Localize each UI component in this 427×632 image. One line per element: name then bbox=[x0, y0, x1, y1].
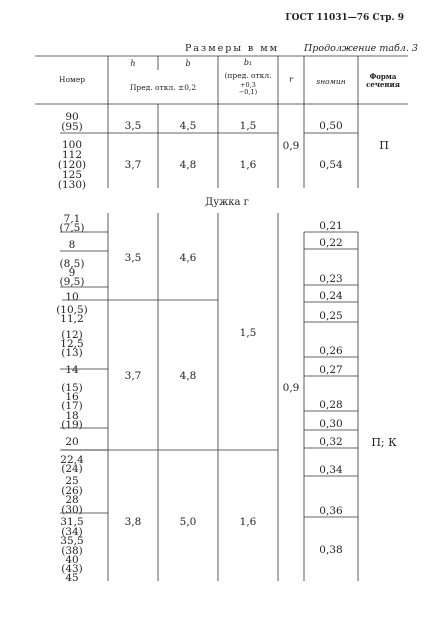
number-cell: (95) bbox=[61, 121, 83, 133]
number-cell: (7,5) bbox=[59, 222, 85, 234]
number-cell: 20 bbox=[65, 436, 79, 448]
s-value-cell: 0,38 bbox=[319, 544, 343, 556]
number-cell: (10,5) bbox=[56, 304, 88, 316]
s-value-cell: 0,28 bbox=[319, 399, 343, 411]
s1-b-value: 4,5 bbox=[179, 120, 197, 132]
number-cell: 28 bbox=[65, 494, 79, 506]
number-cell: 25 bbox=[65, 475, 79, 487]
number-cell: (19) bbox=[61, 419, 83, 431]
number-cell: (13) bbox=[61, 347, 83, 359]
number-cell: (120) bbox=[57, 159, 87, 171]
standard-number: ГОСТ 11031—76 Стр. 9 bbox=[285, 13, 404, 23]
number-cell: 7,1 bbox=[63, 213, 81, 225]
number-cell: (15) bbox=[61, 382, 83, 394]
number-cell: 112 bbox=[61, 149, 83, 161]
col-b1-header: b₁ bbox=[243, 58, 253, 67]
number-cell: 16 bbox=[65, 391, 79, 403]
col-h-header: h bbox=[130, 59, 136, 68]
s1-shape-value: П bbox=[379, 139, 389, 152]
number-cell: (9,5) bbox=[59, 276, 85, 288]
s2-r-value: 0,9 bbox=[282, 382, 300, 394]
s-value-cell: 0,27 bbox=[319, 364, 343, 376]
col-s-header: sномин bbox=[316, 77, 346, 86]
s-value-cell: 0,24 bbox=[319, 290, 343, 302]
s-value-cell: 0,22 bbox=[319, 237, 343, 249]
s2-b1-value: 1,6 bbox=[239, 516, 257, 528]
number-cell: (34) bbox=[61, 526, 83, 538]
number-cell: 35,5 bbox=[60, 535, 84, 547]
number-cell: (38) bbox=[61, 545, 83, 557]
s-value-cell: 0,30 bbox=[319, 418, 343, 430]
s1-h-value: 3,7 bbox=[124, 159, 142, 171]
number-cell: 9 bbox=[68, 267, 76, 279]
col-b-header: b bbox=[185, 59, 191, 68]
s2-b-value: 4,8 bbox=[179, 370, 197, 382]
s2-b-value: 4,6 bbox=[179, 252, 197, 264]
col-r-header: r bbox=[289, 75, 293, 84]
section2-title: Дужка г bbox=[205, 197, 249, 208]
number-cell: 22,4 bbox=[60, 454, 84, 466]
s2-b1-value: 1,5 bbox=[239, 327, 257, 339]
s1-b1-value: 1,6 bbox=[239, 159, 257, 171]
number-cell: (26) bbox=[61, 485, 83, 497]
s2-b-value: 5,0 bbox=[179, 516, 197, 528]
continuation-label: Продолжение табл. 3 bbox=[304, 43, 418, 54]
number-cell: 12,5 bbox=[60, 338, 84, 350]
s1-r-value: 0,9 bbox=[282, 140, 300, 152]
number-cell: (130) bbox=[57, 179, 87, 191]
number-cell: 45 bbox=[65, 572, 79, 584]
s1-b-value: 4,8 bbox=[179, 159, 197, 171]
s1-s-value: 0,50 bbox=[319, 120, 343, 132]
number-cell: (8,5) bbox=[59, 258, 85, 270]
s-value-cell: 0,26 bbox=[319, 345, 343, 357]
s2-h-value: 3,5 bbox=[124, 252, 142, 264]
col-shape-header: Форма сечения bbox=[366, 72, 400, 90]
number-cell: 8 bbox=[68, 239, 76, 251]
number-cell: 18 bbox=[65, 410, 79, 422]
number-cell: (24) bbox=[61, 463, 83, 475]
number-cell: 40 bbox=[65, 554, 79, 566]
s1-h-value: 3,5 bbox=[124, 120, 142, 132]
s-value-cell: 0,25 bbox=[319, 310, 343, 322]
col-b1-sub: (пред. откл. bbox=[224, 71, 272, 80]
s-value-cell: 0,36 bbox=[319, 505, 343, 517]
number-cell: (17) bbox=[61, 400, 83, 412]
number-cell: (43) bbox=[61, 563, 83, 575]
s2-h-value: 3,8 bbox=[124, 516, 142, 528]
s-value-cell: 0,34 bbox=[319, 464, 343, 476]
s-value-cell: 0,23 bbox=[319, 273, 343, 285]
col-b1-tolerance: +0,3 −0,1) bbox=[238, 81, 258, 97]
number-cell: 100 bbox=[61, 139, 83, 151]
s2-h-value: 3,7 bbox=[124, 370, 142, 382]
number-cell: (30) bbox=[61, 504, 83, 516]
number-cell: 125 bbox=[61, 169, 83, 181]
s-value-cell: 0,32 bbox=[319, 436, 343, 448]
col-nomer-header: Номер bbox=[58, 75, 86, 84]
number-cell: 14 bbox=[65, 364, 79, 376]
s-value-cell: 0,21 bbox=[319, 220, 343, 232]
number-cell: 90 bbox=[65, 111, 79, 123]
sizes-caption: Размеры в мм bbox=[185, 43, 280, 54]
pred-otkl-label: Пред. откл. ±0,2 bbox=[129, 83, 197, 92]
number-cell: 10 bbox=[65, 291, 79, 303]
number-cell: 11,2 bbox=[60, 313, 84, 325]
s2-shape-value: П; К bbox=[371, 436, 397, 449]
number-cell: 31,5 bbox=[60, 516, 84, 528]
s1-b1-value: 1,5 bbox=[239, 120, 257, 132]
s1-s-value: 0,54 bbox=[319, 159, 343, 171]
number-cell: (12) bbox=[61, 329, 83, 341]
